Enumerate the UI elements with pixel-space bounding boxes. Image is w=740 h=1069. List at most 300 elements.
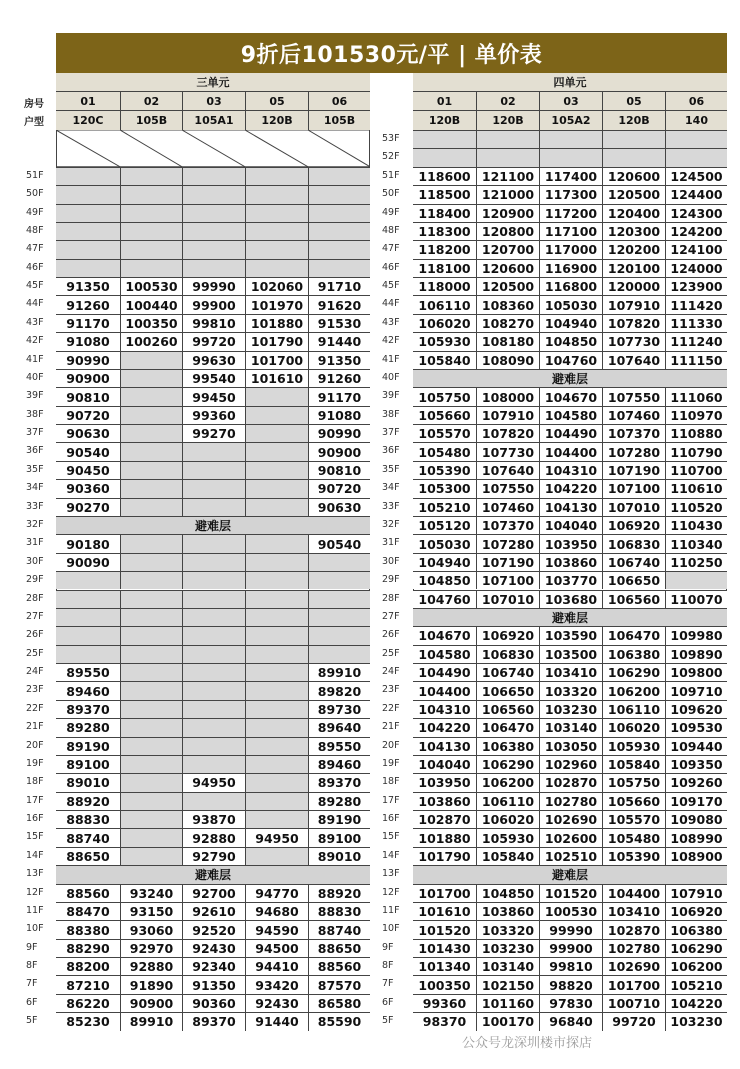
unit3-price-cell: 99360 <box>182 406 245 424</box>
unit4-room-02: 02 <box>476 91 539 110</box>
unit4-price-cell: 103860 <box>413 792 476 810</box>
floor-label-left: 19F <box>26 757 44 769</box>
unit3-price-cell <box>245 810 308 828</box>
unit3-price-cell <box>120 718 182 736</box>
unit3-price-cell <box>182 608 245 626</box>
floor-label-mid: 6F <box>382 996 394 1008</box>
unit4-price-cell: 120700 <box>476 240 539 258</box>
unit3-room-02: 02 <box>120 91 182 110</box>
unit4-price-cell: 103230 <box>539 700 602 718</box>
unit3-price-cell: 88290 <box>56 939 120 957</box>
unit4-price-cell: 107640 <box>476 461 539 479</box>
unit4-price-cell: 107550 <box>602 387 665 405</box>
unit4-price-cell: 106470 <box>476 718 539 736</box>
unit3-price-cell: 90900 <box>308 442 370 460</box>
floor-label-mid: 30F <box>382 555 400 567</box>
unit4-price-cell: 104850 <box>539 332 602 350</box>
unit4-price-cell: 117300 <box>539 185 602 203</box>
unit4-price-cell: 118400 <box>413 204 476 222</box>
unit3-price-cell: 99630 <box>182 351 245 369</box>
unit3-price-cell <box>245 167 308 185</box>
unit3-price-cell <box>182 718 245 736</box>
unit4-price-cell: 107730 <box>476 442 539 460</box>
unit3-price-cell: 89910 <box>120 1012 182 1030</box>
unit4-price-cell: 105120 <box>413 516 476 534</box>
unit4-price-cell: 105840 <box>602 755 665 773</box>
unit3-price-cell <box>120 424 182 442</box>
unit4-price-cell: 107460 <box>476 498 539 516</box>
floor-label-left: 32F <box>26 518 44 530</box>
unit4-price-cell: 107370 <box>476 516 539 534</box>
unit3-price-cell <box>120 479 182 497</box>
unit3-price-cell: 88380 <box>56 920 120 938</box>
unit4-price-cell: 102600 <box>539 828 602 846</box>
unit4-price-cell: 105390 <box>413 461 476 479</box>
unit3-price-cell: 92790 <box>182 847 245 865</box>
floor-label-mid: 21F <box>382 721 400 733</box>
unit3-price-cell <box>56 571 120 589</box>
unit4-price-cell: 106830 <box>602 534 665 552</box>
unit4-refuge-13F: 避难层 <box>413 865 727 883</box>
unit3-price-cell <box>56 259 120 277</box>
unit4-type-06: 140 <box>665 110 727 130</box>
unit3-price-cell <box>120 369 182 387</box>
floor-label-mid: 37F <box>382 427 400 439</box>
unit3-price-cell <box>308 185 370 203</box>
unit3-price-cell: 90540 <box>308 534 370 552</box>
unit3-price-cell: 89280 <box>308 792 370 810</box>
unit4-type-01: 120B <box>413 110 476 130</box>
unit3-price-cell <box>182 626 245 644</box>
unit4-price-cell: 101520 <box>413 920 476 938</box>
unit4-price-cell: 106920 <box>665 902 727 920</box>
unit3-price-cell: 89280 <box>56 718 120 736</box>
unit3-price-cell: 91260 <box>308 369 370 387</box>
type-row-label: 户型 <box>24 117 44 128</box>
floor-label-mid: 16F <box>382 813 400 825</box>
unit4-price-cell: 106470 <box>602 626 665 644</box>
unit3-price-cell <box>120 461 182 479</box>
unit3-price-cell: 88920 <box>56 792 120 810</box>
floor-label-left: 16F <box>26 813 44 825</box>
unit4-price-cell: 110880 <box>665 424 727 442</box>
unit4-price-cell: 105210 <box>413 498 476 516</box>
unit3-price-cell <box>182 700 245 718</box>
unit3-price-cell: 88920 <box>308 884 370 902</box>
unit3-price-cell <box>245 773 308 791</box>
unit4-price-cell: 106560 <box>602 590 665 608</box>
unit4-price-cell: 107640 <box>602 351 665 369</box>
unit3-price-cell <box>245 479 308 497</box>
unit3-price-cell <box>182 590 245 608</box>
unit4-price-cell <box>539 130 602 148</box>
unit3-room-06: 06 <box>308 91 370 110</box>
unit4-price-cell: 105390 <box>602 847 665 865</box>
floor-label-mid: 17F <box>382 794 400 806</box>
unit3-price-cell <box>182 663 245 681</box>
floor-label-mid: 51F <box>382 169 400 181</box>
unit4-price-cell: 118000 <box>413 277 476 295</box>
unit3-price-cell <box>308 645 370 663</box>
unit3-price-cell: 93240 <box>120 884 182 902</box>
unit3-price-cell: 89460 <box>56 681 120 699</box>
unit3-price-cell <box>182 442 245 460</box>
unit3-price-cell: 87210 <box>56 975 120 993</box>
unit3-price-cell <box>56 167 120 185</box>
unit3-price-cell: 91350 <box>182 975 245 993</box>
unit4-price-cell: 118500 <box>413 185 476 203</box>
unit3-price-cell <box>120 534 182 552</box>
unit4-price-cell: 106560 <box>476 700 539 718</box>
unit3-price-cell: 94410 <box>245 957 308 975</box>
unit4-price-cell: 106110 <box>413 295 476 313</box>
unit4-price-cell: 106020 <box>602 718 665 736</box>
floor-label-mid: 15F <box>382 831 400 843</box>
unit4-price-cell: 111060 <box>665 387 727 405</box>
unit3-price-cell <box>308 167 370 185</box>
unit4-price-cell: 102150 <box>476 975 539 993</box>
unit4-price-cell: 106200 <box>665 957 727 975</box>
unit4-price-cell: 107280 <box>602 442 665 460</box>
floor-label-mid: 50F <box>382 188 400 200</box>
floor-label-left: 5F <box>26 1015 38 1027</box>
unit3-type-02: 105B <box>120 110 182 130</box>
unit3-price-cell <box>120 681 182 699</box>
unit3-price-cell <box>308 590 370 608</box>
unit3-price-cell <box>120 222 182 240</box>
unit4-price-cell: 107190 <box>602 461 665 479</box>
unit3-price-cell: 93060 <box>120 920 182 938</box>
unit4-price-cell: 109080 <box>665 810 727 828</box>
unit3-price-cell: 88830 <box>308 902 370 920</box>
unit3-price-cell <box>120 351 182 369</box>
unit4-price-cell <box>413 130 476 148</box>
floor-label-left: 48F <box>26 224 44 236</box>
unit3-price-cell <box>182 792 245 810</box>
unit4-price-cell: 109800 <box>665 663 727 681</box>
unit4-price-cell <box>539 148 602 166</box>
floor-label-mid: 44F <box>382 298 400 310</box>
unit4-room-01: 01 <box>413 91 476 110</box>
floor-label-mid: 10F <box>382 923 400 935</box>
unit4-price-cell: 102780 <box>539 792 602 810</box>
unit4-price-cell: 105570 <box>413 424 476 442</box>
unit4-price-cell: 103320 <box>539 681 602 699</box>
unit3-price-cell <box>120 240 182 258</box>
unit3-price-cell <box>120 810 182 828</box>
floor-label-mid: 40F <box>382 371 400 383</box>
unit3-price-cell <box>308 222 370 240</box>
unit3-price-cell: 86580 <box>308 994 370 1012</box>
unit4-price-cell: 104220 <box>413 718 476 736</box>
unit3-price-cell: 100530 <box>120 277 182 295</box>
unit3-price-cell <box>308 240 370 258</box>
unit4-price-cell: 120600 <box>602 167 665 185</box>
unit4-type-02: 120B <box>476 110 539 130</box>
unit3-refuge-13F: 避难层 <box>56 865 370 883</box>
unit3-type-06: 105B <box>308 110 370 130</box>
floor-label-mid: 34F <box>382 482 400 494</box>
unit4-price-cell: 99720 <box>602 1012 665 1030</box>
unit4-price-cell: 105030 <box>413 534 476 552</box>
unit3-price-cell <box>245 571 308 589</box>
unit3-price-cell: 99810 <box>182 314 245 332</box>
unit4-price-cell: 107550 <box>476 479 539 497</box>
unit3-price-cell <box>245 204 308 222</box>
unit3-price-cell <box>120 259 182 277</box>
unit3-price-cell <box>120 387 182 405</box>
unit4-price-cell: 102870 <box>413 810 476 828</box>
unit3-price-cell: 99720 <box>182 332 245 350</box>
unit3-price-cell: 88470 <box>56 902 120 920</box>
unit3-price-cell <box>182 534 245 552</box>
unit3-price-cell <box>120 571 182 589</box>
floor-label-mid: 13F <box>382 868 400 880</box>
unit4-price-cell: 104580 <box>539 406 602 424</box>
unit4-price-cell: 99990 <box>539 920 602 938</box>
unit4-price-cell <box>476 130 539 148</box>
unit3-price-cell <box>120 167 182 185</box>
unit4-price-cell: 110340 <box>665 534 727 552</box>
unit3-price-cell <box>245 185 308 203</box>
unit3-price-cell <box>308 259 370 277</box>
unit4-price-cell: 124100 <box>665 240 727 258</box>
unit4-price-cell: 120100 <box>602 259 665 277</box>
unit4-price-cell: 97830 <box>539 994 602 1012</box>
unit4-price-cell: 120600 <box>476 259 539 277</box>
unit4-price-cell: 104130 <box>539 498 602 516</box>
unit4-price-cell: 104850 <box>413 571 476 589</box>
unit4-price-cell: 124000 <box>665 259 727 277</box>
floor-label-left: 23F <box>26 684 44 696</box>
unit4-price-cell: 103320 <box>476 920 539 938</box>
unit3-price-cell: 91170 <box>56 314 120 332</box>
unit3-price-cell <box>245 553 308 571</box>
unit3-price-cell: 90990 <box>308 424 370 442</box>
unit3-price-cell: 89370 <box>308 773 370 791</box>
unit3-price-cell <box>245 406 308 424</box>
floor-label-mid: 5F <box>382 1015 394 1027</box>
unit4-price-cell <box>665 571 727 589</box>
floor-label-left: 11F <box>26 904 44 916</box>
unit4-price-cell: 102780 <box>602 939 665 957</box>
unit4-price-cell: 107820 <box>602 314 665 332</box>
floor-label-left: 25F <box>26 647 44 659</box>
unit3-price-cell: 92970 <box>120 939 182 957</box>
unit4-price-cell: 103860 <box>476 902 539 920</box>
floor-label-left: 17F <box>26 794 44 806</box>
unit4-price-cell: 109170 <box>665 792 727 810</box>
floor-label-left: 41F <box>26 353 44 365</box>
unit4-price-cell: 106290 <box>602 663 665 681</box>
unit4-price-cell: 105750 <box>602 773 665 791</box>
unit3-price-cell: 88200 <box>56 957 120 975</box>
unit3-price-cell: 85590 <box>308 1012 370 1030</box>
unit4-price-cell: 104940 <box>539 314 602 332</box>
unit3-price-cell: 94950 <box>182 773 245 791</box>
unit4-price-cell: 101700 <box>413 884 476 902</box>
unit3-price-cell <box>120 792 182 810</box>
unit4-price-cell: 124400 <box>665 185 727 203</box>
unit4-price-cell: 120000 <box>602 277 665 295</box>
unit4-price-cell: 105840 <box>476 847 539 865</box>
unit3-price-cell: 99540 <box>182 369 245 387</box>
unit4-price-cell: 105840 <box>413 351 476 369</box>
unit4-price-cell: 106200 <box>476 773 539 791</box>
floor-label-mid: 29F <box>382 574 400 586</box>
unit3-price-cell <box>120 553 182 571</box>
unit4-price-cell: 104040 <box>413 755 476 773</box>
unit4-price-cell: 117200 <box>539 204 602 222</box>
floor-label-left: 47F <box>26 243 44 255</box>
unit4-price-cell: 101880 <box>413 828 476 846</box>
unit4-price-cell: 121100 <box>476 167 539 185</box>
floor-label-left: 6F <box>26 996 38 1008</box>
unit3-price-cell <box>120 700 182 718</box>
unit3-price-cell: 88560 <box>56 884 120 902</box>
unit3-price-cell: 89910 <box>308 663 370 681</box>
unit4-price-cell: 109530 <box>665 718 727 736</box>
unit4-price-cell: 118300 <box>413 222 476 240</box>
floor-label-left: 8F <box>26 960 38 972</box>
floor-label-left: 7F <box>26 978 38 990</box>
unit4-price-cell: 111420 <box>665 295 727 313</box>
floor-label-left: 45F <box>26 280 44 292</box>
unit4-price-cell: 107010 <box>476 590 539 608</box>
unit3-price-cell: 91350 <box>56 277 120 295</box>
floor-label-left: 42F <box>26 335 44 347</box>
unit4-price-cell: 102870 <box>602 920 665 938</box>
unit3-price-cell: 91350 <box>308 351 370 369</box>
floor-label-left: 18F <box>26 776 44 788</box>
unit3-price-cell: 90900 <box>56 369 120 387</box>
floor-label-left: 26F <box>26 629 44 641</box>
unit4-price-cell: 99900 <box>539 939 602 957</box>
unit3-price-cell <box>120 590 182 608</box>
unit4-refuge-27F: 避难层 <box>413 608 727 626</box>
unit4-price-cell: 118600 <box>413 167 476 185</box>
unit4-price-cell: 110520 <box>665 498 727 516</box>
unit3-price-cell <box>245 259 308 277</box>
unit3-price-cell <box>245 424 308 442</box>
unit3-price-cell <box>120 185 182 203</box>
unit3-price-cell <box>308 626 370 644</box>
unit4-name: 四单元 <box>413 73 727 91</box>
unit4-type-03: 105A2 <box>539 110 602 130</box>
unit3-room-03: 03 <box>182 91 245 110</box>
unit4-price-cell: 101340 <box>413 957 476 975</box>
unit3-price-cell: 90360 <box>56 479 120 497</box>
unit3-price-cell: 91890 <box>120 975 182 993</box>
unit3-price-cell: 90630 <box>56 424 120 442</box>
unit4-refuge-40F: 避难层 <box>413 369 727 387</box>
unit3-price-cell: 89100 <box>308 828 370 846</box>
unit4-price-cell: 108990 <box>665 828 727 846</box>
unit3-price-cell: 102060 <box>245 277 308 295</box>
unit3-price-cell <box>245 626 308 644</box>
unit4-price-cell: 106650 <box>476 681 539 699</box>
unit3-price-cell: 91440 <box>245 1012 308 1030</box>
floor-label-left: 39F <box>26 390 44 402</box>
unit3-price-cell <box>182 645 245 663</box>
floor-label-left: 44F <box>26 298 44 310</box>
unit4-price-cell: 103680 <box>539 590 602 608</box>
unit4-price-cell <box>602 130 665 148</box>
unit4-price-cell: 124300 <box>665 204 727 222</box>
floor-label-mid: 12F <box>382 886 400 898</box>
unit4-price-cell: 106380 <box>602 645 665 663</box>
unit4-price-cell: 104670 <box>413 626 476 644</box>
unit4-price-cell: 106020 <box>476 810 539 828</box>
floor-label-mid: 46F <box>382 261 400 273</box>
unit4-price-cell: 106110 <box>476 792 539 810</box>
unit4-price-cell: 104220 <box>665 994 727 1012</box>
unit3-price-cell: 91080 <box>308 406 370 424</box>
unit4-price-cell: 104850 <box>476 884 539 902</box>
unit4-room-05: 05 <box>602 91 665 110</box>
unit3-price-cell: 90450 <box>56 461 120 479</box>
unit4-price-cell: 120800 <box>476 222 539 240</box>
unit3-price-cell <box>56 240 120 258</box>
unit3-price-cell <box>182 479 245 497</box>
unit3-price-cell <box>120 773 182 791</box>
floor-label-mid: 11F <box>382 904 400 916</box>
unit4-price-cell: 104400 <box>539 442 602 460</box>
unit4-price-cell: 103140 <box>476 957 539 975</box>
unit3-price-cell <box>182 240 245 258</box>
unit4-price-cell: 108000 <box>476 387 539 405</box>
unit3-price-cell: 92880 <box>120 957 182 975</box>
unit3-type-03: 105A1 <box>182 110 245 130</box>
floor-label-mid: 25F <box>382 647 400 659</box>
unit3-price-cell: 101880 <box>245 314 308 332</box>
floor-label-left: 28F <box>26 592 44 604</box>
unit3-price-cell: 101790 <box>245 332 308 350</box>
unit4-price-cell: 101700 <box>602 975 665 993</box>
unit4-price-cell: 103950 <box>539 534 602 552</box>
unit4-price-cell: 118100 <box>413 259 476 277</box>
unit4-price-cell: 116800 <box>539 277 602 295</box>
unit4-price-cell: 104760 <box>413 590 476 608</box>
unit3-price-cell <box>245 718 308 736</box>
unit4-price-cell: 116900 <box>539 259 602 277</box>
unit4-price-cell: 102690 <box>602 957 665 975</box>
unit3-price-cell <box>120 406 182 424</box>
unit3-price-cell: 94680 <box>245 902 308 920</box>
unit4-price-cell: 120500 <box>602 185 665 203</box>
unit4-price-cell: 107280 <box>476 534 539 552</box>
unit3-price-cell <box>120 498 182 516</box>
unit3-price-cell: 88740 <box>56 828 120 846</box>
floor-label-mid: 48F <box>382 224 400 236</box>
unit3-price-cell <box>56 590 120 608</box>
unit4-price-cell: 104490 <box>413 663 476 681</box>
unit3-price-cell: 89010 <box>56 773 120 791</box>
floor-label-left: 13F <box>26 868 44 880</box>
unit3-price-cell: 91080 <box>56 332 120 350</box>
unit3-price-cell <box>245 700 308 718</box>
unit4-price-cell: 109980 <box>665 626 727 644</box>
unit4-price-cell <box>476 148 539 166</box>
floor-label-mid: 32F <box>382 518 400 530</box>
unit3-price-cell <box>56 608 120 626</box>
unit4-price-cell: 120300 <box>602 222 665 240</box>
unit3-price-cell: 100350 <box>120 314 182 332</box>
unit4-price-cell: 109890 <box>665 645 727 663</box>
unit3-price-cell: 90900 <box>120 994 182 1012</box>
unit4-price-cell: 120500 <box>476 277 539 295</box>
floor-label-mid: 18F <box>382 776 400 788</box>
